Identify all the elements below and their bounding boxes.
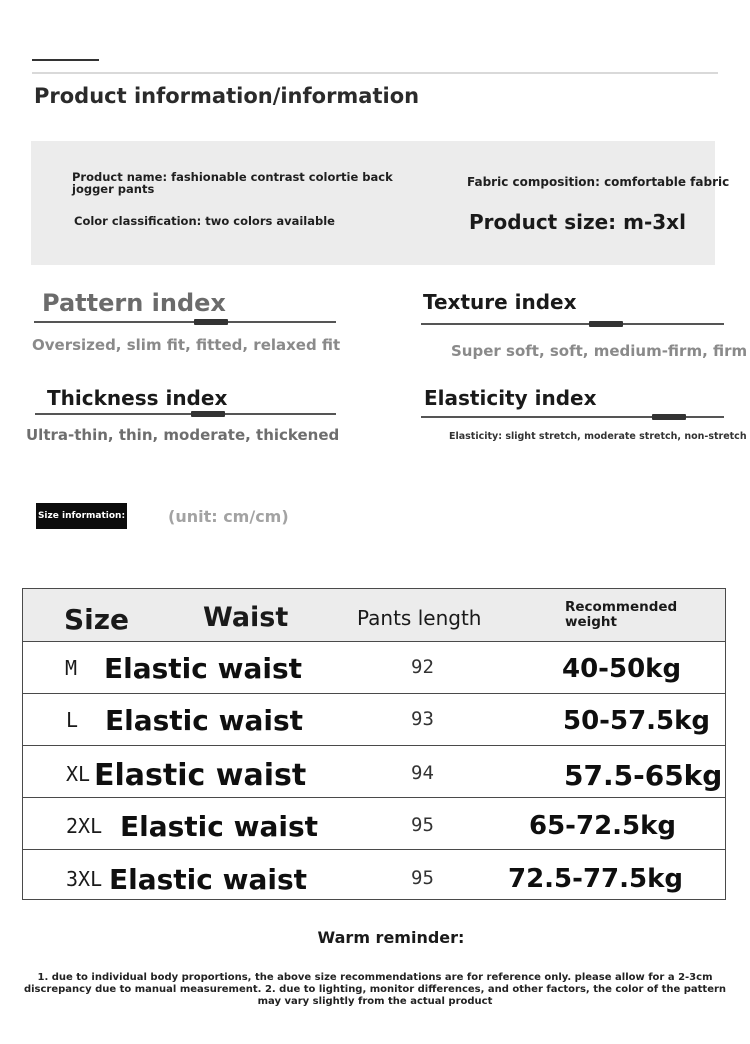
header-waist: Waist [203,602,289,633]
row-weight: 72.5-77.5kg [508,864,683,894]
row-weight: 50-57.5kg [563,706,711,736]
row-weight: 65-72.5kg [529,811,677,841]
header-size: Size [64,603,130,636]
fabric-composition: Fabric composition: comfortable fabric [467,175,730,189]
row-length: 93 [411,708,434,730]
texture-index-marker [589,321,623,327]
table-row [23,745,725,798]
row-size: L [66,708,79,732]
header-recommended-weight: Recommended weight [565,599,678,630]
reminder-text: 1. due to individual body proportions, the above size recommendations are for reference only. please allow for a 2-3cm discrepancy due to manual measurement. 2. due to lighting, monitor differences, and other factors, the color of the pattern may vary slightly from the actual product [23,972,727,1007]
row-waist: Elastic waist [105,704,304,737]
color-classification: Color classification: two colors available [74,214,335,228]
thickness-index-marker [191,411,225,417]
product-info-box [31,141,715,265]
row-size: 3XL [66,867,103,891]
table-row [23,641,725,694]
pattern-index-marker [194,319,228,325]
row-length: 92 [411,656,434,678]
table-row [23,797,725,850]
product-size: Product size: m-3xl [469,210,686,234]
row-length: 95 [411,814,434,836]
table-header [23,589,725,642]
row-weight: 57.5-65kg [564,759,723,792]
row-size: XL [66,762,91,786]
pattern-index-description: Oversized, slim fit, fitted, relaxed fit [32,336,341,354]
size-info-tag: Size information: [36,503,127,529]
reminder-title: Warm reminder: [317,928,465,947]
product-name: Product name: fashionable contrast colortie back jogger pants [72,170,393,196]
row-length: 95 [411,867,434,889]
pattern-index-title: Pattern index [42,289,226,317]
texture-index-title: Texture index [423,290,577,314]
pattern-index-track [34,321,336,323]
texture-index-track [421,323,724,325]
thickness-index-description: Ultra-thin, thin, moderate, thickened [26,426,340,444]
elasticity-index-marker [652,414,686,420]
thickness-index-track [35,413,336,415]
header-accent-line [32,59,99,61]
section-title: Product information/information [34,84,420,108]
row-waist: Elastic waist [120,810,319,843]
unit-label: (unit: cm/cm) [168,507,289,526]
thickness-index-title: Thickness index [47,386,228,410]
row-weight: 40-50kg [562,654,682,684]
table-row [23,693,725,746]
elasticity-index-title: Elasticity index [424,386,597,410]
row-length: 94 [411,762,434,784]
elasticity-index-description: Elasticity: slight stretch, moderate stretch, non-stretch [449,431,747,442]
size-table [22,588,726,900]
header-pants-length: Pants length [357,606,482,630]
row-size: 2XL [66,814,103,838]
header-divider [32,72,718,74]
table-row [23,849,725,901]
texture-index-description: Super soft, soft, medium-firm, firm [451,342,748,360]
row-waist: Elastic waist [109,863,308,896]
row-waist: Elastic waist [94,758,307,793]
row-size: M [65,656,78,680]
row-waist: Elastic waist [104,652,303,685]
